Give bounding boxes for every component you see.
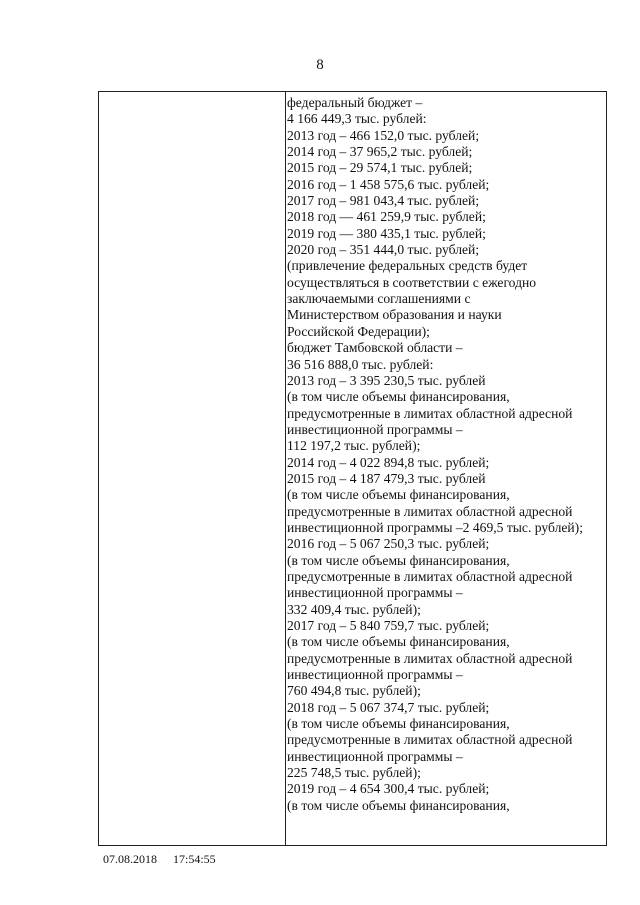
text-line: заключаемыми соглашениями с xyxy=(287,291,471,307)
table-right-cell xyxy=(287,95,605,814)
column-divider xyxy=(285,92,286,845)
text-line: инвестиционной программы – xyxy=(287,421,463,437)
text-line: (в том числе объемы финансирования, xyxy=(287,552,510,568)
text-line: 4 166 449,3 тыс. рублей: xyxy=(287,111,427,127)
text-line: предусмотренные в лимитах областной адресной xyxy=(287,503,573,519)
text-line: 2016 год – 5 067 250,3 тыс. рублей; xyxy=(287,536,490,552)
text-line: 2015 год – 4 187 479,3 тыс. рублей xyxy=(287,470,486,486)
text-line: 2014 год – 4 022 894,8 тыс. рублей; xyxy=(287,454,490,470)
text-line: (в том числе объемы финансирования, xyxy=(287,487,510,503)
text-line: (в том числе объемы финансирования, xyxy=(287,634,510,650)
page-number: 8 xyxy=(316,57,324,73)
text-line: 2017 год – 981 043,4 тыс. рублей; xyxy=(287,193,480,209)
text-line: 225 748,5 тыс. рублей); xyxy=(287,765,421,781)
text-line: 2019 год — 380 435,1 тыс. рублей; xyxy=(287,225,486,241)
text-line: 2018 год — 461 259,9 тыс. рублей; xyxy=(287,209,486,225)
text-line: 2019 год – 4 654 300,4 тыс. рублей; xyxy=(287,781,490,797)
text-line: 36 516 888,0 тыс. рублей: xyxy=(287,356,434,372)
text-line: 2014 год – 37 965,2 тыс. рублей; xyxy=(287,144,473,160)
text-line: 2013 год – 3 395 230,5 тыс. рублей xyxy=(287,372,486,388)
text-line: инвестиционной программы – xyxy=(287,748,463,764)
text-line: предусмотренные в лимитах областной адресной xyxy=(287,405,573,421)
text-line: 2013 год – 466 152,0 тыс. рублей; xyxy=(287,127,480,143)
text-line: осуществляться в соответствии с ежегодно xyxy=(287,274,537,290)
text-line: Министерством образования и науки xyxy=(287,307,502,323)
text-line: инвестиционной программы –2 469,5 тыс. рублей); xyxy=(287,519,583,535)
text-line: 112 197,2 тыс. рублей); xyxy=(287,438,421,454)
text-line: (в том числе объемы финансирования, xyxy=(287,797,510,813)
footer-date: 07.08.2018 xyxy=(103,852,157,866)
text-line: инвестиционной программы – xyxy=(287,585,463,601)
text-line: федеральный бюджет – xyxy=(287,95,423,110)
text-line: Российской Федерации); xyxy=(287,323,430,339)
text-line: 760 494,8 тыс. рублей); xyxy=(287,683,421,699)
document-table xyxy=(98,91,607,846)
text-line: 2018 год – 5 067 374,7 тыс. рублей; xyxy=(287,699,490,715)
text-line: предусмотренные в лимитах областной адресной xyxy=(287,732,573,748)
text-line: 2016 год – 1 458 575,6 тыс. рублей; xyxy=(287,176,490,192)
footer-timestamp xyxy=(103,852,216,867)
text-line: (в том числе объемы финансирования, xyxy=(287,389,510,405)
text-line: (в том числе объемы финансирования, xyxy=(287,716,510,732)
footer-time: 17:54:55 xyxy=(173,852,216,866)
text-line: инвестиционной программы – xyxy=(287,667,463,683)
text-line: (привлечение федеральных средств будет xyxy=(287,258,528,274)
text-line: 2017 год – 5 840 759,7 тыс. рублей; xyxy=(287,618,490,633)
text-line: предусмотренные в лимитах областной адресной xyxy=(287,650,573,666)
text-line: предусмотренные в лимитах областной адресной xyxy=(287,568,573,584)
text-line: бюджет Тамбовской области – xyxy=(287,340,463,356)
text-line: 2020 год – 351 444,0 тыс. рублей; xyxy=(287,242,480,258)
text-line: 2015 год – 29 574,1 тыс. рублей; xyxy=(287,160,473,176)
text-line: 332 409,4 тыс. рублей); xyxy=(287,601,421,617)
